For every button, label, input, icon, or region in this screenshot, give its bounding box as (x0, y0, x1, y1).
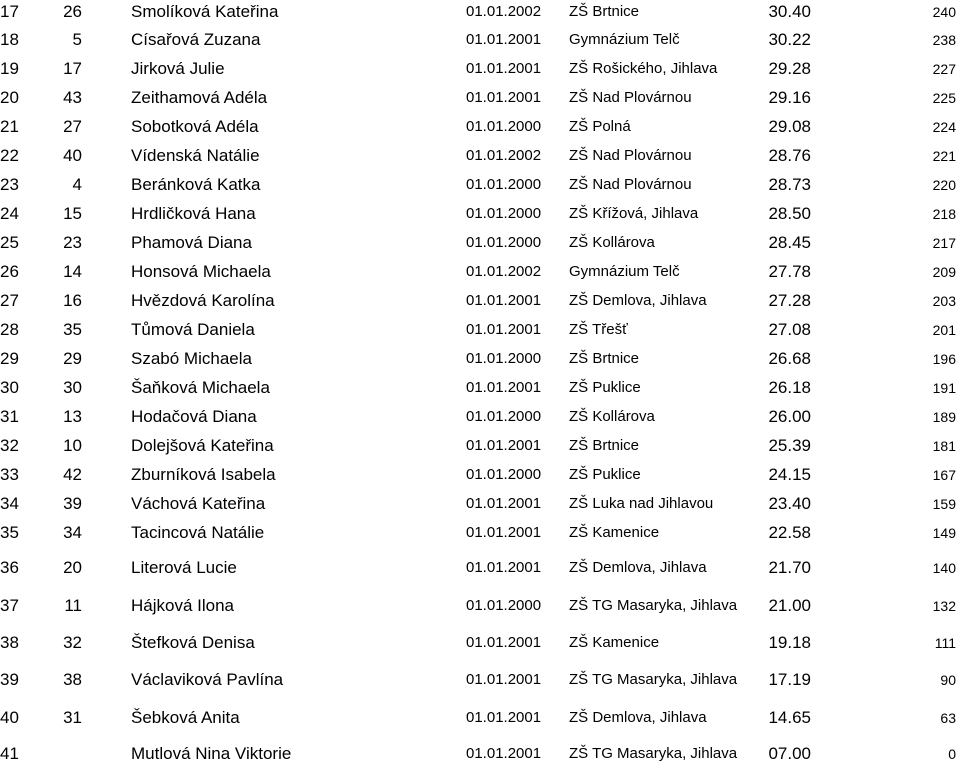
time-cell: 14.65 (768, 708, 811, 727)
points-cell: 132 (932, 598, 956, 614)
club-cell: ZŠ TG Masaryka, Jihlava (569, 597, 738, 614)
name-cell: Hodačová Diana (131, 407, 257, 426)
birth-date-cell: 01.01.2001 (466, 524, 542, 541)
points-cell: 181 (932, 438, 956, 454)
name-cell: Sobotková Adéla (131, 117, 259, 136)
table-row (0, 403, 960, 431)
table-row (0, 592, 960, 620)
club-cell: Gymnázium Telč (569, 263, 680, 280)
time-cell: 29.28 (768, 59, 811, 78)
club-cell: ZŠ Brtnice (569, 3, 640, 20)
place-cell: 17 (0, 2, 19, 21)
birth-date-cell: 01.01.2001 (466, 709, 542, 726)
place-cell: 41 (0, 744, 19, 763)
place-cell: 22 (0, 146, 19, 165)
birth-date-cell: 01.01.2001 (466, 60, 542, 77)
birth-date-cell: 01.01.2001 (466, 321, 542, 338)
start-number-cell: 10 (63, 436, 82, 455)
table-row (0, 666, 960, 694)
time-cell: 27.78 (768, 262, 811, 281)
time-cell: 27.08 (768, 320, 811, 339)
club-cell: Gymnázium Telč (569, 31, 680, 48)
time-cell: 22.58 (768, 523, 811, 542)
name-cell: Vídenská Natálie (131, 146, 260, 165)
time-cell: 27.28 (768, 291, 811, 310)
club-cell: ZŠ Nad Plovárnou (569, 147, 692, 164)
time-cell: 28.50 (768, 204, 811, 223)
points-cell: 220 (932, 177, 956, 193)
club-cell: ZŠ Demlova, Jihlava (569, 559, 707, 576)
place-cell: 40 (0, 708, 19, 727)
table-row (0, 171, 960, 199)
start-number-cell: 30 (63, 378, 82, 397)
club-cell: ZŠ Puklice (569, 379, 641, 396)
birth-date-cell: 01.01.2000 (466, 408, 542, 425)
start-number-cell: 23 (63, 233, 82, 252)
club-cell: ZŠ Brtnice (569, 350, 640, 367)
time-cell: 21.00 (768, 596, 811, 615)
start-number-cell: 42 (63, 465, 82, 484)
start-number-cell: 27 (63, 117, 82, 136)
points-cell: 217 (932, 235, 956, 251)
table-row (0, 345, 960, 373)
time-cell: 28.73 (768, 175, 811, 194)
birth-date-cell: 01.01.2002 (466, 147, 542, 164)
birth-date-cell: 01.01.2000 (466, 597, 542, 614)
points-cell: 111 (934, 635, 956, 651)
table-row (0, 490, 960, 518)
points-cell: 227 (932, 61, 956, 77)
time-cell: 28.76 (768, 146, 811, 165)
birth-date-cell: 01.01.2000 (466, 234, 542, 251)
time-cell: 26.18 (768, 378, 811, 397)
club-cell: ZŠ Kollárova (569, 408, 655, 425)
points-cell: 240 (932, 4, 956, 20)
points-cell: 224 (932, 119, 956, 135)
points-cell: 189 (932, 409, 956, 425)
birth-date-cell: 01.01.2001 (466, 437, 542, 454)
club-cell: ZŠ Kamenice (569, 634, 660, 651)
table-row (0, 629, 960, 657)
name-cell: Zeithamová Adéla (131, 88, 268, 107)
points-cell: 0 (948, 746, 956, 762)
name-cell: Hrdličková Hana (131, 204, 256, 223)
table-row (0, 374, 960, 402)
club-cell: ZŠ Polná (569, 118, 631, 135)
table-row (0, 142, 960, 170)
club-cell: ZŠ Kollárova (569, 234, 655, 251)
name-cell: Zburníková Isabela (131, 465, 276, 484)
points-cell: 149 (932, 525, 956, 541)
points-cell: 209 (932, 264, 956, 280)
place-cell: 23 (0, 175, 19, 194)
table-row (0, 200, 960, 228)
name-cell: Literová Lucie (131, 558, 237, 577)
start-number-cell: 14 (63, 262, 82, 281)
place-cell: 24 (0, 204, 19, 223)
time-cell: 24.15 (768, 465, 811, 484)
time-cell: 28.45 (768, 233, 811, 252)
birth-date-cell: 01.01.2001 (466, 379, 542, 396)
place-cell: 38 (0, 633, 19, 652)
birth-date-cell: 01.01.2002 (466, 263, 542, 280)
birth-date-cell: 01.01.2001 (466, 559, 542, 576)
name-cell: Dolejšová Kateřina (131, 436, 274, 455)
start-number-cell: 38 (63, 670, 82, 689)
club-cell: ZŠ Puklice (569, 466, 641, 483)
birth-date-cell: 01.01.2000 (466, 350, 542, 367)
table-row (0, 258, 960, 286)
place-cell: 34 (0, 494, 19, 513)
points-cell: 191 (932, 380, 956, 396)
name-cell: Beránková Katka (131, 175, 261, 194)
club-cell: ZŠ Demlova, Jihlava (569, 292, 707, 309)
name-cell: Tacincová Natálie (131, 523, 265, 542)
start-number-cell: 31 (63, 708, 82, 727)
start-number-cell: 13 (63, 407, 82, 426)
points-cell: 203 (932, 293, 956, 309)
start-number-cell: 29 (63, 349, 82, 368)
place-cell: 30 (0, 378, 19, 397)
birth-date-cell: 01.01.2001 (466, 634, 542, 651)
club-cell: ZŠ Nad Plovárnou (569, 89, 692, 106)
place-cell: 28 (0, 320, 19, 339)
time-cell: 25.39 (768, 436, 811, 455)
table-row (0, 704, 960, 732)
start-number-cell: 39 (63, 494, 82, 513)
club-cell: ZŠ Demlova, Jihlava (569, 709, 707, 726)
club-cell: ZŠ Třešť (569, 321, 628, 338)
points-cell: 159 (932, 496, 956, 512)
name-cell: Honsová Michaela (131, 262, 271, 281)
name-cell: Hvězdová Karolína (131, 291, 275, 310)
name-cell: Phamová Diana (131, 233, 252, 252)
place-cell: 26 (0, 262, 19, 281)
birth-date-cell: 01.01.2000 (466, 118, 542, 135)
name-cell: Šaňková Michaela (131, 378, 270, 397)
points-cell: 218 (932, 206, 956, 222)
points-cell: 90 (940, 672, 956, 688)
table-row (0, 287, 960, 315)
club-cell: ZŠ TG Masaryka, Jihlava (569, 671, 738, 688)
start-number-cell: 5 (72, 30, 82, 49)
place-cell: 21 (0, 117, 19, 136)
time-cell: 23.40 (768, 494, 811, 513)
place-cell: 27 (0, 291, 19, 310)
start-number-cell: 17 (63, 59, 82, 78)
points-cell: 63 (940, 710, 956, 726)
table-row (0, 461, 960, 489)
start-number-cell: 4 (72, 175, 82, 194)
name-cell: Václaviková Pavlína (131, 670, 284, 689)
time-cell: 30.40 (768, 2, 811, 21)
start-number-cell: 16 (63, 291, 82, 310)
points-cell: 201 (932, 322, 956, 338)
time-cell: 26.68 (768, 349, 811, 368)
club-cell: ZŠ Křížová, Jihlava (569, 205, 699, 222)
time-cell: 19.18 (768, 633, 811, 652)
table-row (0, 113, 960, 141)
table-row (0, 740, 960, 768)
time-cell: 21.70 (768, 558, 811, 577)
start-number-cell: 35 (63, 320, 82, 339)
place-cell: 18 (0, 30, 19, 49)
time-cell: 07.00 (768, 744, 811, 763)
table-row (0, 55, 960, 83)
name-cell: Váchová Kateřina (131, 494, 266, 513)
club-cell: ZŠ Rošického, Jihlava (569, 60, 718, 77)
table-row (0, 0, 960, 26)
birth-date-cell: 01.01.2001 (466, 292, 542, 309)
time-cell: 17.19 (768, 670, 811, 689)
place-cell: 31 (0, 407, 19, 426)
start-number-cell: 43 (63, 88, 82, 107)
table-row (0, 316, 960, 344)
table-row (0, 84, 960, 112)
birth-date-cell: 01.01.2000 (466, 205, 542, 222)
name-cell: Šebková Anita (131, 708, 240, 727)
name-cell: Smolíková Kateřina (131, 2, 279, 21)
time-cell: 26.00 (768, 407, 811, 426)
start-number-cell: 20 (63, 558, 82, 577)
place-cell: 37 (0, 596, 19, 615)
name-cell: Císařová Zuzana (131, 30, 261, 49)
start-number-cell: 34 (63, 523, 82, 542)
birth-date-cell: 01.01.2002 (466, 3, 542, 20)
birth-date-cell: 01.01.2001 (466, 745, 542, 762)
birth-date-cell: 01.01.2000 (466, 176, 542, 193)
points-cell: 238 (932, 32, 956, 48)
name-cell: Jirková Julie (131, 59, 225, 78)
club-cell: ZŠ Brtnice (569, 437, 640, 454)
birth-date-cell: 01.01.2001 (466, 671, 542, 688)
place-cell: 29 (0, 349, 19, 368)
table-row (0, 432, 960, 460)
table-row (0, 519, 960, 547)
start-number-cell: 40 (63, 146, 82, 165)
place-cell: 25 (0, 233, 19, 252)
birth-date-cell: 01.01.2001 (466, 495, 542, 512)
place-cell: 33 (0, 465, 19, 484)
points-cell: 167 (932, 467, 956, 483)
club-cell: ZŠ Luka nad Jihlavou (569, 495, 714, 512)
start-number-cell: 11 (64, 596, 82, 615)
time-cell: 29.08 (768, 117, 811, 136)
club-cell: ZŠ Kamenice (569, 524, 660, 541)
place-cell: 36 (0, 558, 19, 577)
start-number-cell: 26 (63, 2, 82, 21)
points-cell: 225 (932, 90, 956, 106)
place-cell: 32 (0, 436, 19, 455)
table-row (0, 26, 960, 54)
name-cell: Štefková Denisa (131, 633, 255, 652)
points-cell: 140 (932, 560, 956, 576)
time-cell: 29.16 (768, 88, 811, 107)
table-row (0, 554, 960, 582)
birth-date-cell: 01.01.2001 (466, 31, 542, 48)
club-cell: ZŠ Nad Plovárnou (569, 176, 692, 193)
birth-date-cell: 01.01.2001 (466, 89, 542, 106)
points-cell: 221 (932, 148, 956, 164)
name-cell: Tůmová Daniela (131, 320, 255, 339)
points-cell: 196 (932, 351, 956, 367)
start-number-cell: 15 (63, 204, 82, 223)
birth-date-cell: 01.01.2000 (466, 466, 542, 483)
time-cell: 30.22 (768, 30, 811, 49)
name-cell: Hájková Ilona (131, 596, 235, 615)
place-cell: 20 (0, 88, 19, 107)
table-row (0, 229, 960, 257)
place-cell: 35 (0, 523, 19, 542)
club-cell: ZŠ TG Masaryka, Jihlava (569, 745, 738, 762)
name-cell: Mutlová Nina Viktorie (131, 744, 292, 763)
place-cell: 39 (0, 670, 19, 689)
start-number-cell: 32 (63, 633, 82, 652)
place-cell: 19 (0, 59, 19, 78)
name-cell: Szabó Michaela (131, 349, 252, 368)
